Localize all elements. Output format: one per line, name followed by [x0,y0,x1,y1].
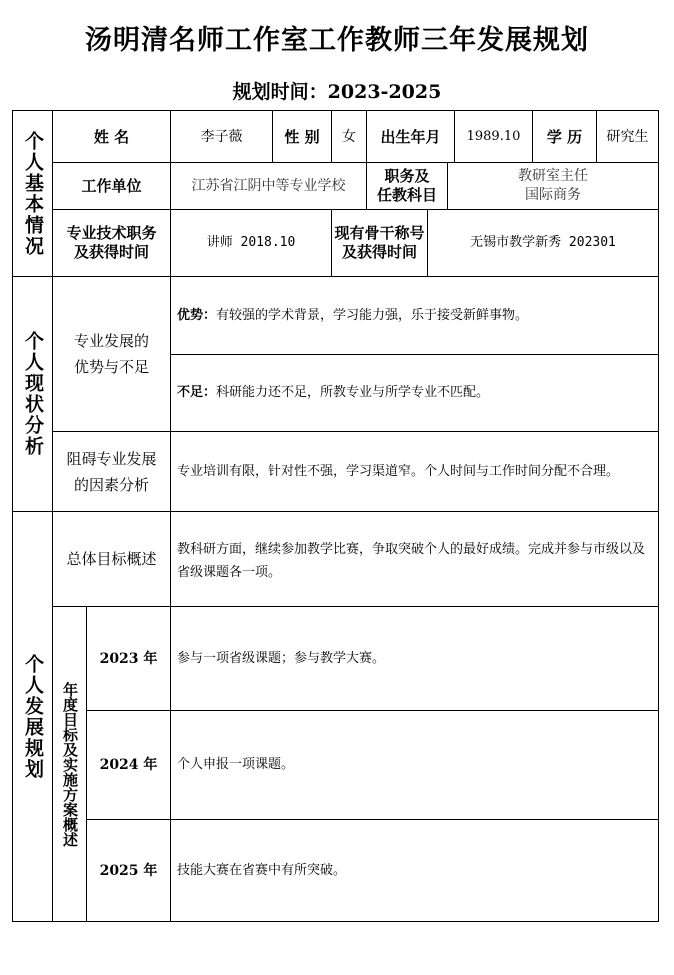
analysis-section-label [13,277,52,511]
backbone-title-label [332,210,427,276]
overall-goal-label: 总体目标概述 [66,550,157,568]
backbone-title-value: 无锡市教学新秀 202301 [470,235,616,250]
name-label: 姓 名 [93,127,130,146]
yearly-goal-label [53,607,86,921]
plan-section-label [13,512,52,921]
position-label-line-1: 职务及 [384,167,430,185]
tech-title-label-line-2: 及获得时间 [73,243,149,261]
obstacle-label-line-2: 的因素分析 [73,475,149,494]
year-2024-text: 个人申报一项课题。 [177,757,295,772]
birth-label: 出生年月 [380,127,441,146]
basic-info-section-label [13,111,52,276]
obstacle-label-line-1: 阻碍专业发展 [66,449,157,468]
tech-title-label-line-1: 专业技术职务 [66,224,157,242]
strength-weakness-label-line-1: 专业发展的 [73,332,149,350]
position-label [367,163,447,209]
advantage-text: 有较强的学术背景，学习能力强，乐于接受新鲜事物。 [216,307,529,323]
year-2023-label: 2023 年 [99,650,158,667]
year-2025-text: 技能大赛在省赛中有所突破。 [177,862,347,878]
advantage-prefix: 优势： [177,307,217,323]
year-2025-label: 2025 年 [99,862,158,879]
name-value: 李子薇 [200,128,243,145]
education-label: 学 历 [546,127,583,146]
backbone-title-label-line-2: 及获得时间 [341,243,417,261]
position-value [448,163,658,209]
tech-title-value: 讲师 2018.10 [206,235,296,250]
strength-weakness-label-line-2: 优势与不足 [73,358,149,376]
year-2024-label: 2024 年 [99,757,158,773]
overall-goal-text: 教科研方面，继续参加教学比赛，争取突破个人的最好成绩。完成并参与市级以及省级课题各一项。 [177,542,646,580]
position-value-line-2: 国际商务 [525,187,581,203]
weakness-prefix: 不足： [177,385,217,400]
weakness-cell [171,355,658,431]
education-value: 研究生 [606,128,649,145]
gender-value: 女 [342,128,356,145]
year-2023-text: 参与一项省级课题；参与教学大赛。 [177,650,386,666]
basic-info-section-text: 个人基本情况 [22,130,44,257]
work-unit-label: 工作单位 [81,177,142,195]
yearly-goal-text: 年度目标及实施方案概述 [61,681,79,847]
document-title: 汤明清名师工作室工作教师三年发展规划 [85,25,589,56]
plan-section-text: 个人发展规划 [22,653,44,780]
birth-value: 1989.10 [466,128,521,144]
backbone-title-label-line-1: 现有骨干称号 [334,224,425,242]
obstacle-label [53,432,170,511]
analysis-section-text: 个人现状分析 [22,331,44,457]
position-label-line-2: 任教科目 [376,186,437,204]
gender-label: 性 别 [284,127,320,146]
tech-title-label [53,210,170,276]
position-value-line-1: 教研室主任 [518,168,588,184]
weakness-text: 科研能力还不足，所教专业与所学专业不匹配。 [216,385,490,400]
work-unit-value: 江苏省江阴中等专业学校 [191,178,346,194]
plan-time: 规划时间：2023-2025 [232,81,442,103]
obstacle-text: 专业培训有限，针对性不强，学习渠道窄。个人时间与工作时间分配不合理。 [177,463,620,479]
strength-weakness-label [53,277,170,431]
advantage-cell [171,277,658,354]
